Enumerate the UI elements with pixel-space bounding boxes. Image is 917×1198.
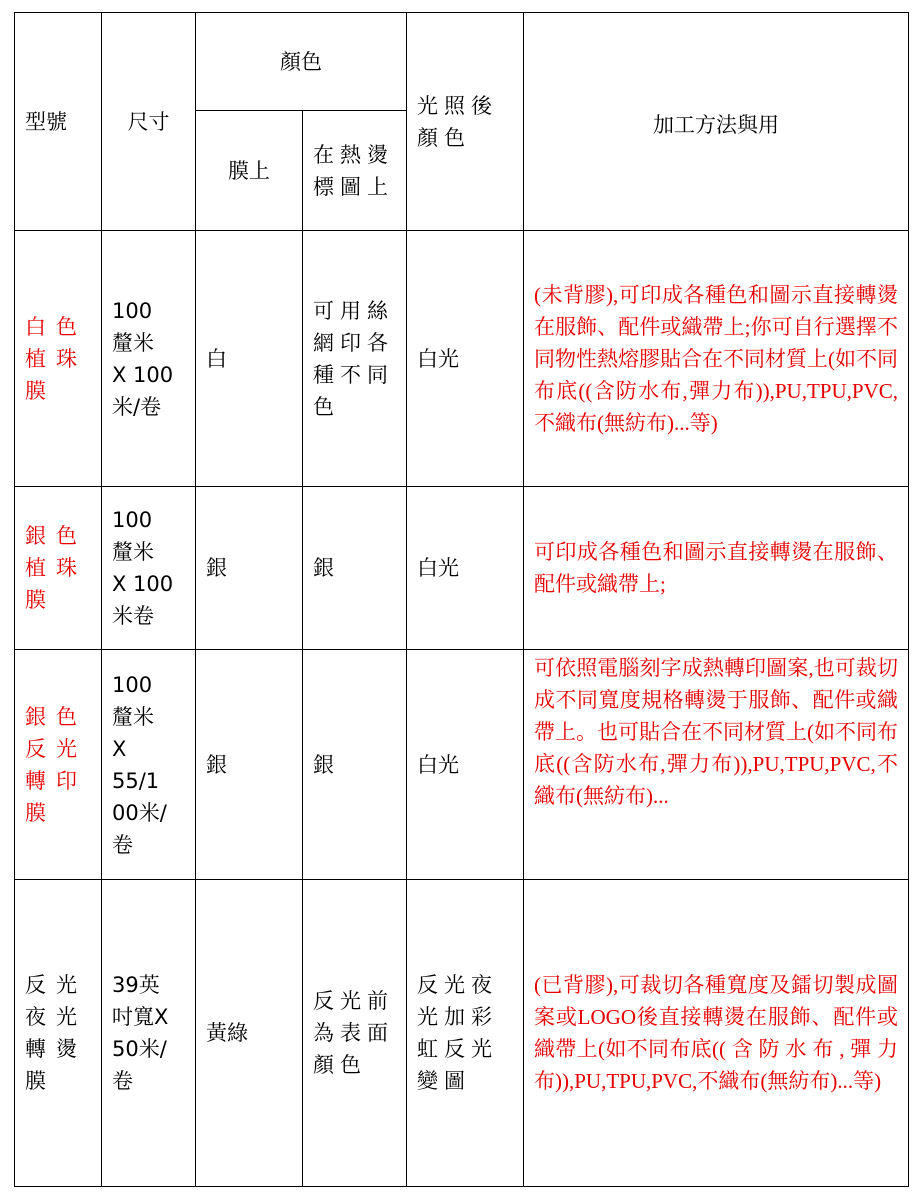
- row-method: (未背膠),可印成各種色和圖示直接轉燙在服飾、配件或織帶上;你可自行選擇不同物性熱熔膠貼合在不同材質上(如不同布底((含防水布,彈力布)),PU,TPU,PVC,不織布(無紡布)...等): [524, 231, 909, 487]
- row-on-film: 黃綠: [196, 880, 303, 1187]
- row-model: 銀色 反光 轉印 膜: [15, 650, 102, 880]
- row-after-light: 白光: [407, 231, 524, 487]
- table-row: [15, 487, 909, 650]
- row-size: 39英 吋寬X 50米/ 卷: [102, 880, 196, 1187]
- product-table: [14, 12, 909, 1187]
- table-row: [15, 650, 909, 880]
- row-method: 可依照電腦刻字成熱轉印圖案,也可裁切成不同寬度規格轉燙于服飾、配件或織帶上。也可貼合在不同材質上(如不同布底((含防水布,彈力布)),PU,TPU,PVC,不織布(無紡布)...: [524, 650, 909, 880]
- header-on-label: 在熱燙 標圖上: [303, 111, 407, 231]
- header-row-top: [15, 13, 909, 111]
- row-model: 白色 植珠 膜: [15, 231, 102, 487]
- row-on-film: 白: [196, 231, 303, 487]
- table-row: [15, 231, 909, 487]
- table-row: [15, 880, 909, 1187]
- row-size: 100 釐米 X 100 米/卷: [102, 231, 196, 487]
- header-on-film: 膜上: [196, 111, 303, 231]
- row-on-label: 銀: [303, 650, 407, 880]
- row-on-film: 銀: [196, 650, 303, 880]
- row-method: (已背膠),可裁切各種寬度及鐳切製成圖案或LOGO後直接轉燙在服飾、配件或織帶上(如不同布底(( 含 防 水 布 , 彈 力布)),PU,TPU,PVC,不織布(無紡布)...等): [524, 880, 909, 1187]
- row-size: 100 釐米 X 100 米卷: [102, 487, 196, 650]
- header-method: 加工方法與用: [524, 13, 909, 231]
- row-after-light: 白光: [407, 487, 524, 650]
- row-on-film: 銀: [196, 487, 303, 650]
- row-model: 銀色 植珠 膜: [15, 487, 102, 650]
- row-on-label: 銀: [303, 487, 407, 650]
- header-model: 型號: [15, 13, 102, 231]
- header-color: 顏色: [196, 13, 407, 111]
- row-model: 反光 夜光 轉燙 膜: [15, 880, 102, 1187]
- row-on-label: 可用絲 網印各 種不同 色: [303, 231, 407, 487]
- header-after-light: 光照後 顏色: [407, 13, 524, 231]
- row-after-light: 白光: [407, 650, 524, 880]
- row-size: 100 釐米 X 55/1 00米/ 卷: [102, 650, 196, 880]
- row-on-label: 反光前 為表面 顏色: [303, 880, 407, 1187]
- row-after-light: 反光夜 光加彩 虹反光 變圖: [407, 880, 524, 1187]
- row-method: 可印成各種色和圖示直接轉燙在服飾、配件或織帶上;: [524, 487, 909, 650]
- header-size: 尺寸: [102, 13, 196, 231]
